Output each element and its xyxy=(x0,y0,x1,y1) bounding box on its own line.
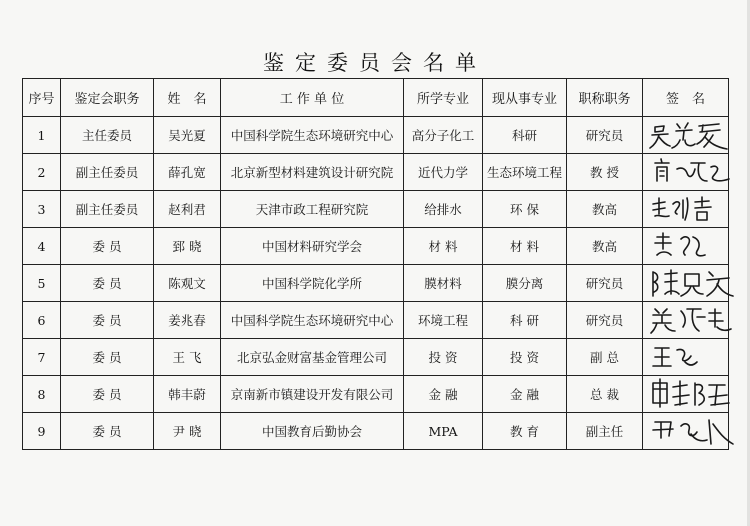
cell-unit: 中国科学院生态环境研究中心 xyxy=(221,302,404,339)
cell-unit: 中国科学院生态环境研究中心 xyxy=(221,117,404,154)
table-header-row xyxy=(23,79,729,117)
handwritten-signature xyxy=(647,377,737,411)
table-row xyxy=(23,302,729,339)
cell-no: 8 xyxy=(23,376,61,413)
cell-major: 材 料 xyxy=(404,228,483,265)
cell-title: 副 总 xyxy=(567,339,643,376)
cell-field: 科 研 xyxy=(483,302,567,339)
header-major: 所学专业 xyxy=(404,79,483,117)
cell-title: 研究员 xyxy=(567,302,643,339)
cell-name: 尹 晓 xyxy=(154,413,221,450)
cell-unit: 天津市政工程研究院 xyxy=(221,191,404,228)
table-row xyxy=(23,413,729,450)
table-row xyxy=(23,154,729,191)
signature-cell xyxy=(643,302,729,339)
cell-title: 总 裁 xyxy=(567,376,643,413)
cell-name: 赵利君 xyxy=(154,191,221,228)
cell-field: 环 保 xyxy=(483,191,567,228)
table-row xyxy=(23,228,729,265)
header-signature: 签 名 xyxy=(643,79,729,117)
cell-no: 7 xyxy=(23,339,61,376)
cell-role: 委 员 xyxy=(61,339,154,376)
cell-major: 近代力学 xyxy=(404,154,483,191)
handwritten-signature xyxy=(647,266,737,300)
cell-title: 教高 xyxy=(567,228,643,265)
cell-role: 副主任委员 xyxy=(61,191,154,228)
signature-cell xyxy=(643,228,729,265)
document-title: 鉴定委员会名单 xyxy=(263,51,487,75)
cell-field: 投 资 xyxy=(483,339,567,376)
cell-role: 主任委员 xyxy=(61,117,154,154)
cell-field: 金 融 xyxy=(483,376,567,413)
cell-no: 9 xyxy=(23,413,61,450)
cell-role: 委 员 xyxy=(61,228,154,265)
cell-name: 郅 晓 xyxy=(154,228,221,265)
cell-major: 膜材料 xyxy=(404,265,483,302)
cell-title: 研究员 xyxy=(567,265,643,302)
signature-cell xyxy=(643,154,729,191)
cell-no: 1 xyxy=(23,117,61,154)
cell-major: 高分子化工 xyxy=(404,117,483,154)
handwritten-signature xyxy=(647,155,737,189)
header-field: 现从事专业 xyxy=(483,79,567,117)
cell-unit: 中国教育后勤协会 xyxy=(221,413,404,450)
table-row xyxy=(23,117,729,154)
header-title: 职称职务 xyxy=(567,79,643,117)
cell-unit: 中国科学院化学所 xyxy=(221,265,404,302)
cell-role: 委 员 xyxy=(61,265,154,302)
handwritten-signature xyxy=(647,340,737,374)
signature-cell xyxy=(643,117,729,154)
signature-cell xyxy=(643,265,729,302)
table-row xyxy=(23,376,729,413)
table-row xyxy=(23,265,729,302)
cell-name: 薛孔宽 xyxy=(154,154,221,191)
table-row xyxy=(23,339,729,376)
cell-major: 投 资 xyxy=(404,339,483,376)
header-name: 姓 名 xyxy=(154,79,221,117)
header-unit: 工 作 单 位 xyxy=(221,79,404,117)
cell-name: 王 飞 xyxy=(154,339,221,376)
cell-no: 4 xyxy=(23,228,61,265)
cell-unit: 北京弘金财富基金管理公司 xyxy=(221,339,404,376)
cell-field: 材 料 xyxy=(483,228,567,265)
table-row xyxy=(23,191,729,228)
cell-no: 2 xyxy=(23,154,61,191)
cell-role: 副主任委员 xyxy=(61,154,154,191)
cell-major: 环境工程 xyxy=(404,302,483,339)
signature-cell xyxy=(643,191,729,228)
cell-unit: 北京新型材料建筑设计研究院 xyxy=(221,154,404,191)
committee-table xyxy=(22,78,729,450)
cell-role: 委 员 xyxy=(61,376,154,413)
signature-cell xyxy=(643,339,729,376)
cell-no: 5 xyxy=(23,265,61,302)
cell-name: 韩丰蔚 xyxy=(154,376,221,413)
cell-role: 委 员 xyxy=(61,413,154,450)
cell-unit: 中国材料研究学会 xyxy=(221,228,404,265)
handwritten-signature xyxy=(647,229,737,263)
cell-name: 姜兆春 xyxy=(154,302,221,339)
cell-major: MPA xyxy=(404,413,483,450)
cell-title: 副主任 xyxy=(567,413,643,450)
signature-cell xyxy=(643,376,729,413)
cell-title: 研究员 xyxy=(567,117,643,154)
cell-no: 6 xyxy=(23,302,61,339)
cell-role: 委 员 xyxy=(61,302,154,339)
cell-major: 金 融 xyxy=(404,376,483,413)
header-role: 鉴定会职务 xyxy=(61,79,154,117)
cell-major: 给排水 xyxy=(404,191,483,228)
cell-title: 教 授 xyxy=(567,154,643,191)
cell-name: 吴光夏 xyxy=(154,117,221,154)
handwritten-signature xyxy=(647,414,737,448)
handwritten-signature xyxy=(647,192,737,226)
signature-cell xyxy=(643,413,729,450)
header-no: 序号 xyxy=(23,79,61,117)
cell-unit: 京南新市镇建设开发有限公司 xyxy=(221,376,404,413)
handwritten-signature xyxy=(647,118,737,152)
cell-field: 科研 xyxy=(483,117,567,154)
handwritten-signature xyxy=(647,303,737,337)
cell-no: 3 xyxy=(23,191,61,228)
cell-title: 教高 xyxy=(567,191,643,228)
cell-field: 膜分离 xyxy=(483,265,567,302)
cell-field: 教 育 xyxy=(483,413,567,450)
cell-name: 陈观文 xyxy=(154,265,221,302)
cell-field: 生态环境工程 xyxy=(483,154,567,191)
